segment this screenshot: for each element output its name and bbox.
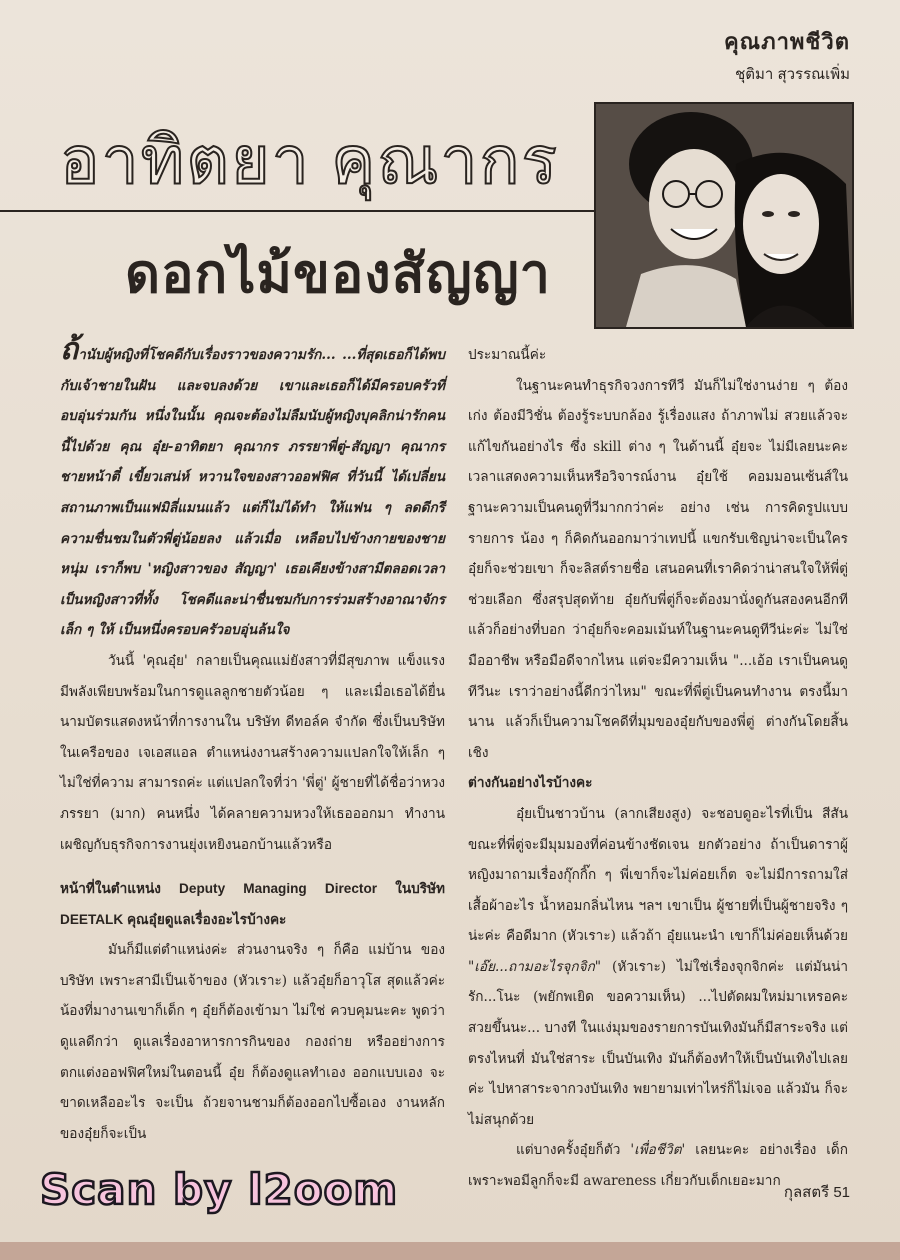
body-paragraph: ประมาณนี้ค่ะ bbox=[468, 347, 547, 363]
interview-question: หน้าที่ในตำแหน่ง Deputy Managing Director ในบริษัท DEETALK คุณอุ๋ยดูแลเรื่องอะไรบ้างคะ bbox=[60, 881, 445, 927]
answer-text: เลยนะคะ อย่างเรื่อง เด็ก เพราะพอมีลูกก็จะมี awareness เกี่ยวกับเด็กเยอะมาก bbox=[468, 1142, 848, 1190]
body-paragraph: มันก็มีแต่ตำแหน่งค่ะ ส่วนงานจริง ๆ ก็คือ แม่บ้าน ของบริษัท เพราะสามีเป็นเจ้าของ (หัวเราะ) แล้วอุ๋ยก็อาวุโส สุดแล้วค่ะ น้องที่มางานเขาก็เด็ก ๆ อุ๋ยก็ต้องเข้ามา ไม่ใช่ ควบคุมนะคะ พูดว่าดูแลดีกว่า ดูแลเรื่องอาหารการกินของ กองถ่าย หรืออย่างการตกแต่งออฟฟิศใหม่ในตอนนี้ อุ๋ย ก็ต้องดูแลทำเอง ออกแบบเอง จะขาดเหลืออะไร จะเป็น ถ้วยจานชามก็ต้องออกไปซื้อเอง งานหลักของอุ๋ยก็จะเป็น bbox=[60, 942, 445, 1142]
left-column bbox=[60, 332, 445, 1149]
drop-cap: ถ้ bbox=[60, 332, 79, 367]
scan-watermark: Scan by l2oom bbox=[40, 1165, 399, 1214]
article-headline: ดอกไม้ของสัญญา bbox=[125, 244, 551, 304]
right-column bbox=[468, 340, 848, 1197]
author-byline: ชุติมา สุวรรณเพิ่ม bbox=[735, 66, 850, 83]
magazine-name: กุลสตรี bbox=[783, 1184, 830, 1201]
page-number: 51 bbox=[833, 1184, 850, 1201]
page-footer bbox=[784, 1180, 850, 1204]
body-paragraph bbox=[468, 799, 848, 1136]
answer-text: (หัวเราะ) ไม่ใช่เรื่องจุกจิกค่ะ แต่มันน่ารัก...โนะ (พยักพเยิด ขอความเห็น) ...ไปตัดผมใหม่มาเหรอคะ สวยขึ้นนะ... บางที ในแง่มุมของรายการบันเทิงมันก็มีสาระจริง แต่ตรงไหนที่ มันใช่สาระ เป็นบันเทิง มันก็ต้องทำให้เป็นบันเทิงไปเลยค่ะ ไปหาสาระจากวงบันเทิง พยายามเท่าไหร่ก็ไม่เจอ แล้วมัน ก็จะไม่สนุกด้วย bbox=[468, 958, 848, 1128]
quoted-remark: 'เพื่อชีวิต' bbox=[630, 1142, 686, 1159]
interview-question: ต่างกันอย่างไรบ้างคะ bbox=[468, 775, 593, 791]
answer-text: อุ๋ยเป็นชาวบ้าน (ลากเสียงสูง) จะชอบดูอะไรที่เป็น สีสัน ขณะที่พี่ตู่จะมีมุมมองที่ค่อนข้างชัดเจน ยกตัวอย่าง ถ้าเป็นดาราผู้หญิงมาถามเรื่องกุ๊กกิ๊ก ๆ พี่เขาก็จะไม่ค่อยเก็ต จะไม่มีการถามใส่เสื้อผ้าอะไร น้ำหอมกลิ่นไหน ฯลฯ เขาเป็น ผู้ชายที่เป็นผู้ชายจริง ๆ น่ะค่ะ คือดีมาก (หัวเราะ) แล้วถ้า อุ๋ยแนะนำ เขาก็ไม่ค่อยเห็นด้วย bbox=[468, 805, 848, 945]
body-paragraph: วันนี้ 'คุณอุ๋ย' กลายเป็นคุณแม่ยังสาวที่มีสุขภาพ แข็งแรง มีพลังเพียบพร้อมในการดูแลลูกชายตัวน้อย ๆ และเมื่อเธอได้ยื่นนามบัตรแสดงหน้าที่การงานใน บริษัท ดีทอล์ค จำกัด ซึ่งเป็นบริษัทในเครือของ เจเอสแอล ตำแหน่งงานสร้างความแปลกใจให้เล็ก ๆ ไม่ใช่ที่ความ สามารถค่ะ แต่แปลกใจที่ว่า 'พี่ตู่' ผู้ชายที่ได้ชื่อว่าหวง ภรรยา (มาก) คนหนึ่ง ได้คลายความหวงให้เธอออกมา ทำงานเผชิญกับธุรกิจการงานยุ่งเหยิงนอกบ้านแล้วหรือ bbox=[60, 652, 445, 853]
title-divider bbox=[0, 210, 595, 212]
couple-photo bbox=[594, 102, 854, 329]
couple-photo-illustration bbox=[596, 104, 852, 327]
body-paragraph: ในฐานะคนทำธุรกิจวงการทีวี มันก็ไม่ใช่งานง่าย ๆ ต้องเก่ง ต้องมีวิชั่น ต้องรู้ระบบกล้อง รู้เรื่องแสง ถ้าภาพไม่ สวยแล้วจะแก้ไขกันอย่างไร ซึ่ง skill ต่าง ๆ ในด้านนี้ อุ๋ยจะ ไม่มีเลยนะคะ เวลาแสดงความเห็นหรือวิจารณ์งาน อุ๋ยใช้ คอมมอนเซ้นส์ในฐานะความเป็นคนดูที่วีมากกว่าค่ะ อย่าง เช่น การคิดรูปแบบรายการ น้อง ๆ ก็คิดกันออกมาว่าเทปนี้ แขกรับเชิญน่าจะเป็นใคร อุ๋ยก็จะช่วยเขา ก็จะลิสต์รายชื่อ เสนอคนที่เราคิดว่าน่าสนใจให้พี่ตู่ช่วยเลือก ซึ่งสรุปสุดท้าย อุ๋ยกับพี่ตู่ก็จะต้องมานั่งดูกันสองคนอีกที แล้วก็อย่างที่บอก ว่าอุ๋ยก็จะคอมเม้นท์ในฐานะคนดูทีวีน่ะค่ะ ไม่ใช่มืออาชีพ หรือมือดีจากไหน แต่จะมีความเห็น "...เอ้อ เราเป็นคนดู ทีวีนะ เราว่าอย่างนี้ดีกว่าไหม" ขณะที่พี่ตู่เป็นคนทำงาน ตรงนี้มานาน แล้วก็เป็นความโชคดีที่มุมของอุ๋ยกับของพี่ตู่ ต่างกันโดยสิ้นเชิง bbox=[468, 377, 848, 761]
section-label: คุณภาพชีวิต bbox=[723, 29, 850, 54]
quoted-remark: "เอ๊ย...ถามอะไรจุกจิก" bbox=[468, 958, 602, 975]
article-subject-name: อาทิตยา คุณากร bbox=[60, 123, 559, 197]
paper-edge bbox=[0, 1242, 900, 1260]
intro-paragraph bbox=[60, 332, 445, 646]
answer-text: แต่บางครั้งอุ๋ยก็ตัว bbox=[516, 1142, 621, 1159]
intro-text: านับผู้หญิงที่โชคดีกับเรื่องราวของความรัก... ...ที่สุดเธอก็ได้พบกับเจ้าชายในฝัน และจบลงด้วย เขาและเธอก็ได้มีครอบครัวที่อบอุ่นร่วมกัน หนึ่งในนั้น คุณจะต้องไม่ลืมนับผู้หญิงบุคลิกน่ารักคนนี้ไปด้วย คุณ อุ๋ย-อาทิตยา คุณากร ภรรยาพี่ตู่-สัญญา คุณากร ชายหน้าตี๋ เขี้ยวเสน่ห์ หวานใจของสาวออฟฟิศ ที่วันนี้ ได้เปลี่ยนสถานภาพเป็นแฟมิลี่แมนแล้ว แต่ก็ไม่ได้ทำ ให้แฟน ๆ ลดดีกรีความชื่นชมในตัวพี่ตู่น้อยลง แล้วเมื่อ เหลือบไปข้างกายของชายหนุ่ม เราก็พบ 'หญิงสาวของ สัญญา' เธอเคียงข้างสามีตลอดเวลา เป็นหญิงสาวที่ทั้ง โชคดีและน่าชื่นชมกับการร่วมสร้างอาณาจักรเล็ก ๆ ให้ เป็นหนึ่งครอบครัวอบอุ่นล้นใจ bbox=[60, 347, 445, 639]
